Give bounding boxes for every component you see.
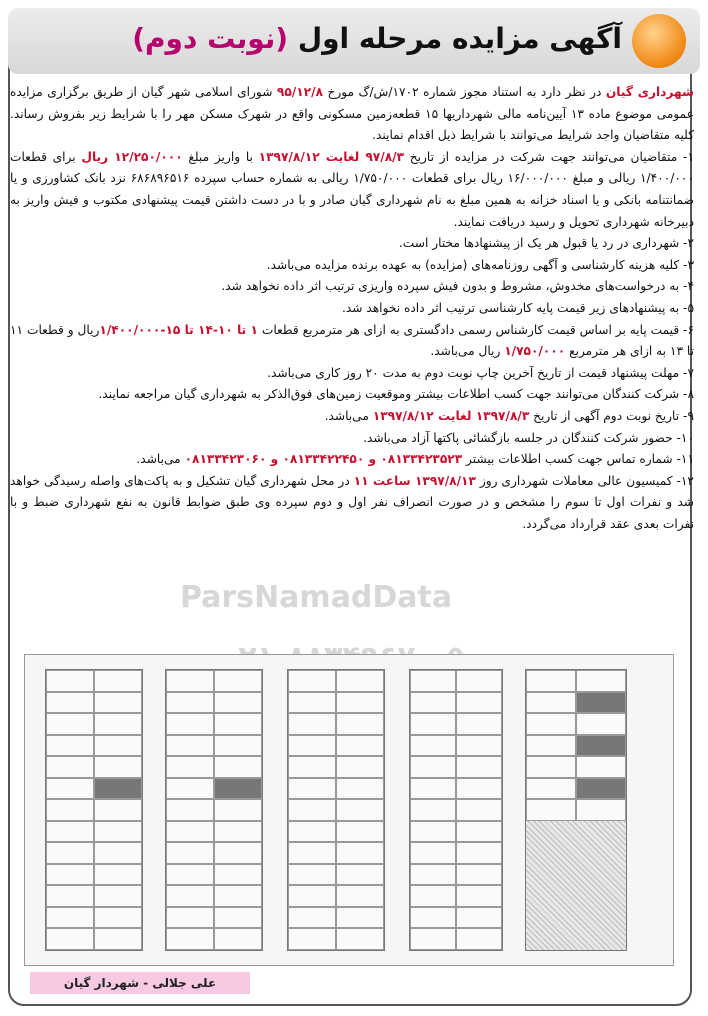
parcel-block bbox=[525, 669, 627, 951]
parcel-lot bbox=[214, 799, 262, 821]
condition-2 bbox=[10, 233, 694, 255]
parcel-lot bbox=[410, 928, 456, 950]
parcel-lot bbox=[336, 735, 384, 757]
parcel-lot bbox=[166, 842, 214, 864]
parcel-lot bbox=[576, 670, 626, 692]
parcel-lot bbox=[166, 864, 214, 886]
parcel-lot bbox=[288, 928, 336, 950]
parcel-lot bbox=[410, 842, 456, 864]
signature: علی جلالی - شهردار گیان bbox=[30, 972, 250, 994]
condition-highlight: ۱ تا ۱۰-۱۴ تا ۱۵-۱/۴۰۰/۰۰۰ bbox=[99, 322, 258, 337]
parcel-lot bbox=[336, 756, 384, 778]
condition-text: ۳- کلیه هزینه کارشناسی و آگهی روزنامه‌های (مزایده) به عهده برنده مزایده می‌باشد. bbox=[266, 257, 694, 272]
condition-7 bbox=[10, 363, 694, 385]
condition-9 bbox=[10, 406, 694, 428]
condition-5 bbox=[10, 298, 694, 320]
parcel-block bbox=[287, 669, 385, 951]
parcel-lot bbox=[94, 907, 142, 929]
parcel-lot bbox=[288, 864, 336, 886]
parcel-lot bbox=[166, 735, 214, 757]
parcel-lot bbox=[288, 713, 336, 735]
condition-text: برای قطعات ۱/۴۰۰/۰۰۰ ریالی و مبلغ ۱۶/۰۰۰/۰۰۰ ریال برای قطعات ۱/۷۵۰/۰۰۰ ریالی به شماره حساب سپرده ۶۸۶۸۹۶۵۱۶ نزد بانک کشاورزی و یا ضمانتنامه بانکی و یا اسناد خزانه به همین مبلغ به نام شهرداری گیان صادر و با در دست داشتن قیمت پیشنهادی مکتوب و فیش واریز به دبیرخانه شهرداری تحویل و رسید دریافت نمایند. bbox=[10, 149, 694, 229]
notice-body bbox=[10, 82, 694, 535]
parcel-lot bbox=[576, 735, 626, 757]
parcel-lot bbox=[576, 713, 626, 735]
condition-text: با واریز مبلغ bbox=[182, 149, 259, 164]
condition-12 bbox=[10, 471, 694, 536]
parcel-lot bbox=[336, 799, 384, 821]
parcel-lot bbox=[526, 799, 576, 821]
parcel-lot bbox=[94, 778, 142, 800]
parcel-lot bbox=[336, 885, 384, 907]
parcel-lot bbox=[526, 670, 576, 692]
parcel-lot bbox=[410, 907, 456, 929]
site-plan-image bbox=[24, 654, 674, 966]
condition-text: ۲- شهرداری در رد یا قبول هر یک از پیشنهادها مختار است. bbox=[398, 236, 694, 251]
parcel-lot bbox=[288, 735, 336, 757]
condition-text: ۹- تاریخ نوبت دوم آگهی از تاریخ bbox=[529, 408, 694, 423]
parcel-lot bbox=[46, 907, 94, 929]
parcel-lot bbox=[526, 756, 576, 778]
parcel-lot bbox=[214, 713, 262, 735]
condition-text: می‌باشد. bbox=[136, 452, 185, 467]
condition-text: ۷- مهلت پیشنهاد قیمت از تاریخ آخرین چاپ نوبت دوم به مدت ۲۰ روز کاری می‌باشد. bbox=[267, 365, 694, 380]
parcel-lot bbox=[410, 864, 456, 886]
condition-text: ۵- به پیشنهادهای زیر قیمت پایه کارشناسی ترتیب اثر داده نخواهد شد. bbox=[342, 300, 694, 315]
parcel-lot bbox=[456, 735, 502, 757]
parcel-lot bbox=[46, 670, 94, 692]
condition-6 bbox=[10, 320, 694, 363]
condition-10 bbox=[10, 428, 694, 450]
parcel-lot bbox=[288, 692, 336, 714]
parcel-lot bbox=[94, 821, 142, 843]
parcel-lot bbox=[46, 821, 94, 843]
parcel-lot bbox=[410, 885, 456, 907]
parcel-lot bbox=[336, 842, 384, 864]
title-main: آگهی مزایده مرحله اول bbox=[297, 22, 622, 55]
parcel-lot bbox=[288, 885, 336, 907]
parcel-lot bbox=[94, 799, 142, 821]
condition-highlight: ۱۳۹۷/۸/۱۳ ساعت ۱۱ bbox=[353, 473, 476, 488]
condition-text: ریال می‌باشد. bbox=[430, 344, 505, 359]
condition-11 bbox=[10, 449, 694, 471]
permit-date: ۹۵/۱۲/۸ bbox=[276, 85, 323, 99]
parcel-lot bbox=[94, 842, 142, 864]
parcel-lot bbox=[336, 821, 384, 843]
parcel-lot bbox=[214, 885, 262, 907]
condition-highlight: ۱۲/۲۵۰/۰۰۰ ریال bbox=[81, 149, 183, 164]
parcel-lot bbox=[94, 928, 142, 950]
parcel-lot bbox=[410, 756, 456, 778]
parcel-lot bbox=[456, 928, 502, 950]
parcel-lot bbox=[166, 778, 214, 800]
parcel-lot bbox=[410, 778, 456, 800]
parcel-lot bbox=[576, 756, 626, 778]
parcel-lot bbox=[456, 864, 502, 886]
parcel-lot bbox=[46, 799, 94, 821]
parcel-lot bbox=[526, 692, 576, 714]
parcel-lot bbox=[214, 692, 262, 714]
condition-highlight: ۱/۷۵۰/۰۰۰ bbox=[504, 344, 566, 359]
condition-text: ۱۲- کمیسیون عالی معاملات شهرداری روز bbox=[475, 473, 694, 488]
condition-8 bbox=[10, 384, 694, 406]
parcel-lot bbox=[46, 842, 94, 864]
parcel-lot bbox=[94, 670, 142, 692]
parcel-lot bbox=[456, 821, 502, 843]
parcel-lot bbox=[576, 778, 626, 800]
parcel-lot bbox=[94, 713, 142, 735]
condition-text: ۸- شرکت کنندگان می‌توانند جهت کسب اطلاعات بیشتر وموقعیت زمین‌های فوق‌الذکر به شهرداری گیان مراجعه نمایند. bbox=[98, 387, 694, 402]
condition-text: ۱- متقاضیان می‌توانند جهت شرکت در مزایده از تاریخ bbox=[404, 149, 694, 164]
parcel-lot bbox=[214, 928, 262, 950]
condition-text: در محل شهرداری گیان تشکیل و به پاکت‌های واصله رسیدگی خواهد شد و نفرات اول تا سوم را مشخص و در صورت انصراف نفر اول و دوم سپرده وی طبق ضوابط قانون به نفع شهرداری ضبط و با نفرات بعدی عقد قرارداد می‌گردد. bbox=[10, 473, 694, 531]
parcel-lot bbox=[214, 821, 262, 843]
parcel-lot bbox=[336, 907, 384, 929]
parcel-block bbox=[45, 669, 143, 951]
hatched-area bbox=[526, 821, 626, 950]
parcel-lot bbox=[214, 842, 262, 864]
parcel-lot bbox=[456, 692, 502, 714]
parcel-lot bbox=[456, 670, 502, 692]
parcel-lot bbox=[410, 821, 456, 843]
parcel-lot bbox=[166, 692, 214, 714]
parcel-lot bbox=[94, 885, 142, 907]
parcel-lot bbox=[46, 778, 94, 800]
condition-text: ۱۱- شماره تماس جهت کسب اطلاعات بیشتر bbox=[462, 452, 694, 467]
intro-text: در نظر دارد به استناد مجوز شماره ۱۷۰۲/ش/گ مورخ bbox=[322, 85, 606, 99]
orange-circle-icon bbox=[632, 14, 686, 68]
parcel-lot bbox=[410, 799, 456, 821]
parcel-lot bbox=[456, 885, 502, 907]
condition-highlight: ۰۸۱۳۳۴۲۳۵۲۳ و ۰۸۱۳۳۴۲۲۴۵۰ و ۰۸۱۳۳۴۲۳۰۶۰ bbox=[184, 452, 463, 467]
parcel-lot bbox=[166, 907, 214, 929]
condition-text: ریال و قطعات ۱۱ تا ۱۳ به ازای هر مترمربع bbox=[10, 322, 694, 359]
parcel-lot bbox=[410, 713, 456, 735]
parcel-lot bbox=[526, 778, 576, 800]
parcel-lot bbox=[456, 713, 502, 735]
parcel-lot bbox=[456, 756, 502, 778]
parcel-lot bbox=[94, 864, 142, 886]
intro-paragraph bbox=[10, 82, 694, 147]
parcel-lot bbox=[166, 885, 214, 907]
parcel-lot bbox=[166, 799, 214, 821]
parcel-lot bbox=[288, 799, 336, 821]
parcel-lot bbox=[166, 928, 214, 950]
condition-text: ۶- قیمت پایه بر اساس قیمت کارشناس رسمی دادگستری به ازای هر مترمربع قطعات bbox=[257, 322, 694, 337]
parcel-lot bbox=[46, 713, 94, 735]
parcel-lot bbox=[46, 756, 94, 778]
parcel-lot bbox=[166, 670, 214, 692]
title-highlight: (نوبت دوم) bbox=[132, 22, 289, 55]
parcel-lot bbox=[336, 670, 384, 692]
parcel-lot bbox=[214, 670, 262, 692]
parcel-lot bbox=[166, 713, 214, 735]
parcel-lot bbox=[288, 907, 336, 929]
parcel-lot bbox=[288, 778, 336, 800]
parcel-lot bbox=[214, 756, 262, 778]
org-name: شهرداری گیان bbox=[605, 85, 695, 99]
parcel-lot bbox=[94, 756, 142, 778]
parcel-lot bbox=[336, 713, 384, 735]
parcel-block bbox=[409, 669, 503, 951]
parcel-lot bbox=[526, 713, 576, 735]
parcel-lot bbox=[336, 864, 384, 886]
condition-highlight: ۱۳۹۷/۸/۳ لغایت ۱۳۹۷/۸/۱۲ bbox=[372, 408, 530, 423]
parcel-block bbox=[165, 669, 263, 951]
parcel-lot bbox=[214, 907, 262, 929]
parcel-lot bbox=[166, 821, 214, 843]
parcel-lot bbox=[336, 692, 384, 714]
parcel-lot bbox=[410, 670, 456, 692]
parcel-lot bbox=[46, 864, 94, 886]
parcel-lot bbox=[214, 778, 262, 800]
parcel-lot bbox=[46, 928, 94, 950]
parcel-lot bbox=[288, 670, 336, 692]
parcel-lot bbox=[410, 735, 456, 757]
parcel-lot bbox=[456, 799, 502, 821]
parcel-lot bbox=[526, 735, 576, 757]
parcel-lot bbox=[456, 842, 502, 864]
condition-highlight: ۹۷/۸/۳ لغایت ۱۳۹۷/۸/۱۲ bbox=[258, 149, 405, 164]
parcel-lot bbox=[94, 692, 142, 714]
parcel-lot bbox=[576, 799, 626, 821]
parcel-lot bbox=[288, 821, 336, 843]
condition-3 bbox=[10, 255, 694, 277]
parcel-lot bbox=[214, 864, 262, 886]
watermark-text: ParsNamadData bbox=[180, 580, 453, 615]
condition-text: ۱۰- حضور شرکت کنندگان در جلسه بازگشائی پاکتها آزاد می‌باشد. bbox=[363, 430, 694, 445]
intro-text-2: شورای اسلامی شهر گیان از طریق برگزاری مزایده عمومی موضوع ماده ۱۳ آیین‌نامه مالی شهرداریها ۱۵ قطعه‌زمین مسکونی واقع در شهرک مسکن مهر را با شرایط زیر بفروش رساند. کلیه متقاضیان واجد شرایط می‌توانند با شرایط ذیل اقدام نمایند. bbox=[10, 85, 694, 143]
parcel-lot bbox=[46, 735, 94, 757]
parcel-lot bbox=[94, 735, 142, 757]
condition-1 bbox=[10, 147, 694, 233]
condition-4 bbox=[10, 276, 694, 298]
parcel-lot bbox=[46, 885, 94, 907]
parcel-lot bbox=[336, 928, 384, 950]
condition-text: می‌باشد. bbox=[324, 408, 373, 423]
parcel-lot bbox=[46, 692, 94, 714]
parcel-lot bbox=[410, 692, 456, 714]
parcel-lot bbox=[576, 692, 626, 714]
parcel-lot bbox=[456, 778, 502, 800]
parcel-lot bbox=[166, 756, 214, 778]
notice-header bbox=[8, 8, 700, 74]
condition-text: ۴- به درخواست‌های مخدوش، مشروط و بدون فیش سپرده واریزی ترتیب اثر داده نخواهد شد. bbox=[221, 279, 694, 294]
parcel-lot bbox=[336, 778, 384, 800]
notice-title bbox=[132, 22, 622, 55]
parcel-lot bbox=[214, 735, 262, 757]
parcel-lot bbox=[288, 756, 336, 778]
parcel-lot bbox=[288, 842, 336, 864]
parcel-lot bbox=[456, 907, 502, 929]
